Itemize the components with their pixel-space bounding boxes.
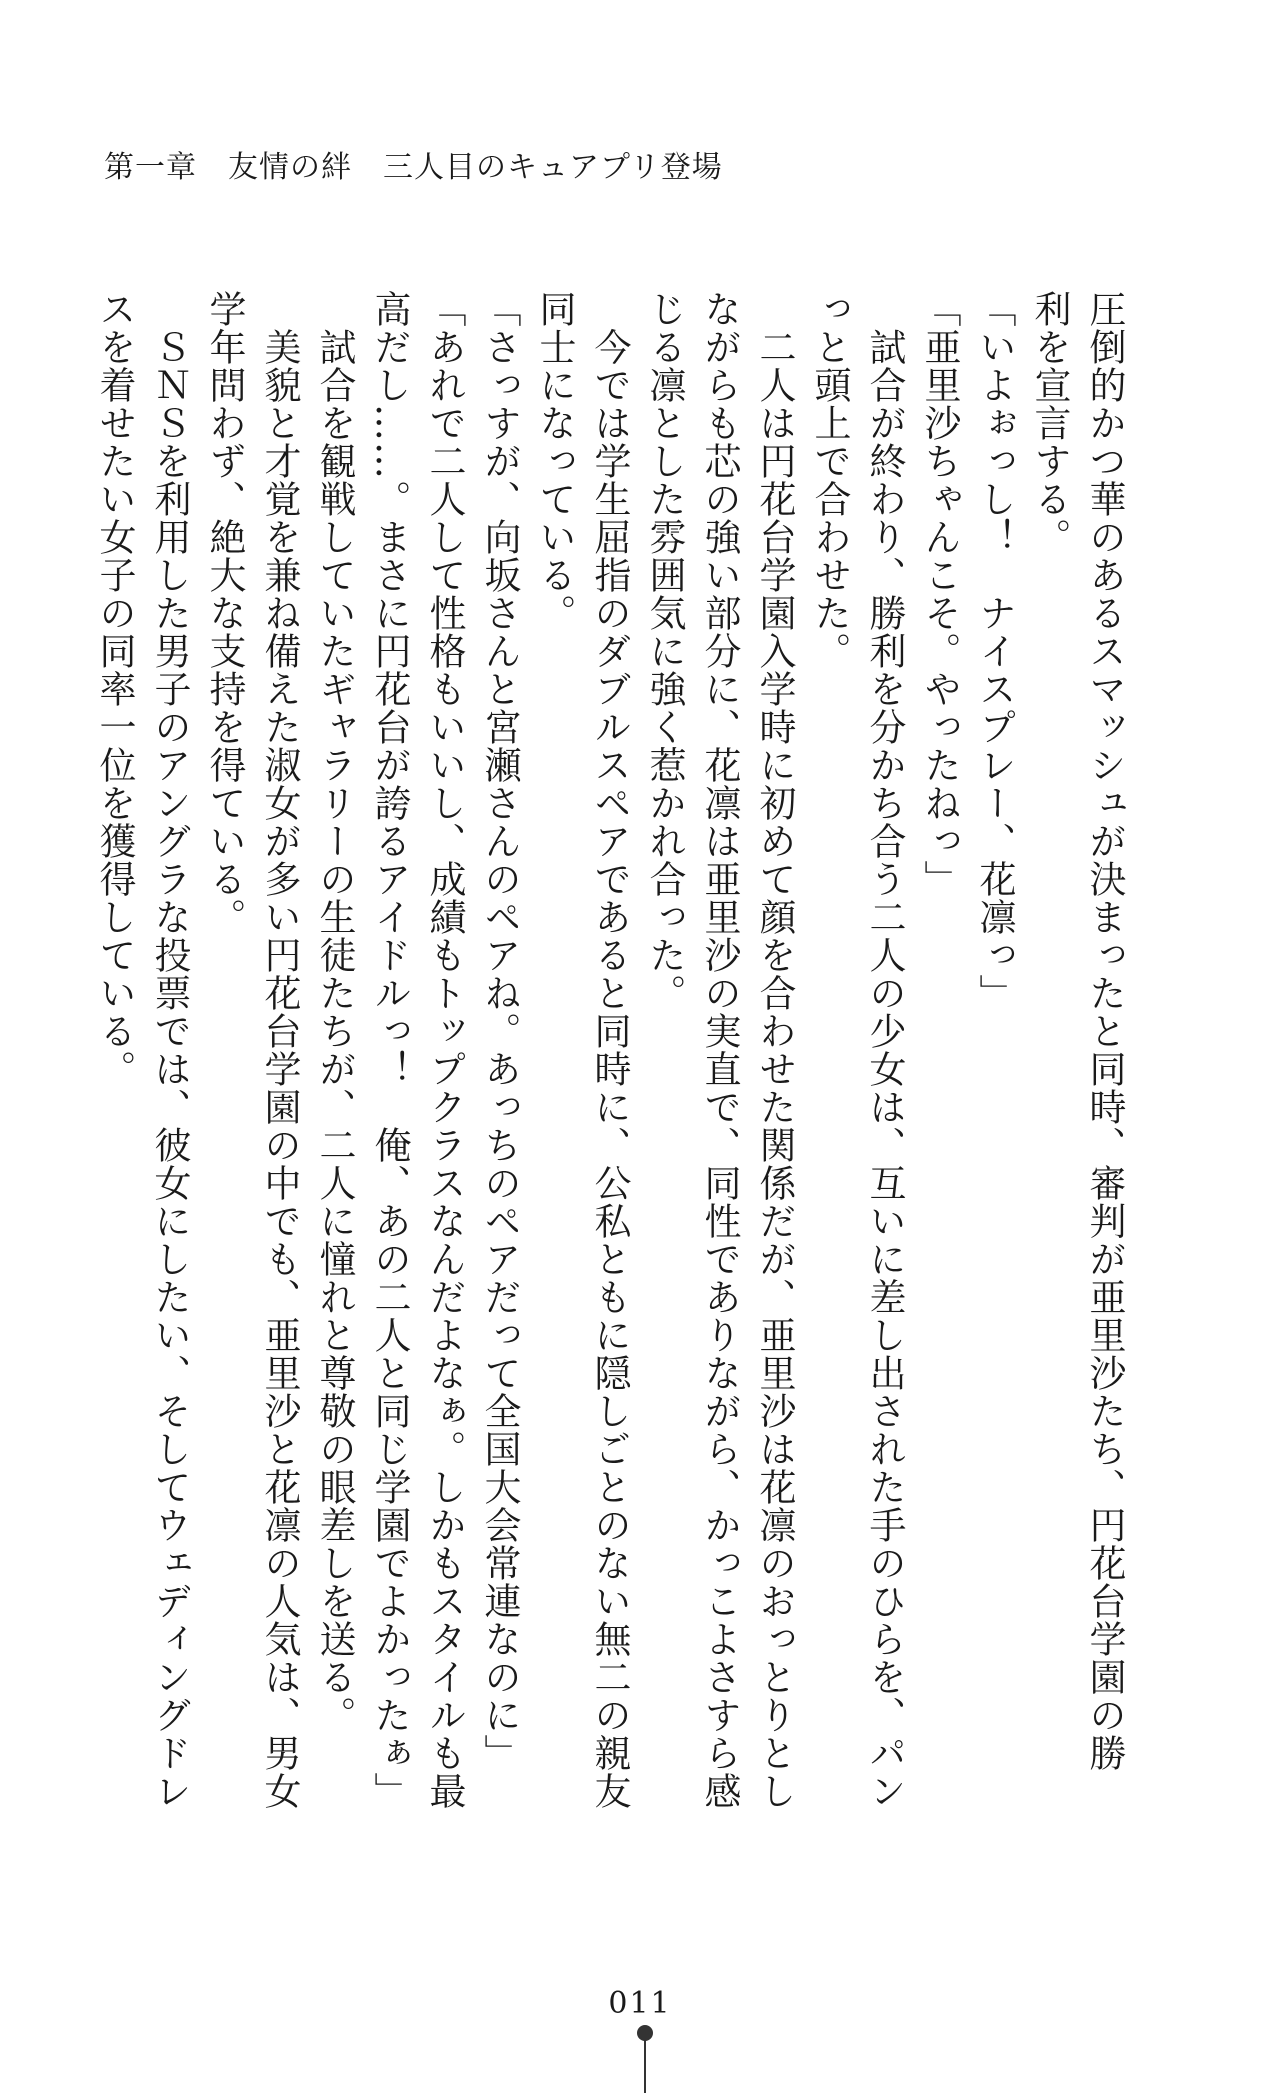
text-line: 「いよぉっし！ ナイスプレー、花凛っ」 [973,290,1016,1012]
text-line: 高だし……。まさに円花台が誇るアイドルっ！ 俺、あの二人と同じ学園でよかったぁ」 [368,290,411,1810]
page-number: 011 [608,1986,672,2021]
page-marker-line [644,2040,646,2093]
text-line: 美貌と才覚を兼ね備えた淑女が多い円花台学園の中でも、亜里沙と花凛の人気は、男女 [258,290,301,1810]
text-line: っと頭上で合わせた。 [808,290,851,670]
running-header: 第一章 友情の絆 三人目のキュアプリ登場 [104,150,723,185]
text-line: 「亜里沙ちゃんこそ。やったねっ」 [918,290,961,898]
text-line: 二人は円花台学園入学時に初めて顔を合わせた関係だが、亜里沙は花凛のおっとりとし [753,290,796,1810]
text-line: スを着せたい女子の同率一位を獲得している。 [93,290,136,1088]
text-line: 試合を観戦していたギャラリーの生徒たちが、二人に憧れと尊敬の眼差しを送る。 [313,290,356,1734]
text-line: 「あれで二人して性格もいいし、成績もトップクラスなんだよなぁ。しかもスタイルも最 [423,290,466,1810]
page-marker-dot [637,2025,653,2041]
text-line: 今では学生屈指のダブルスペアであると同時に、公私ともに隠しごとのない無二の親友 [588,290,631,1810]
text-line: 圧倒的かつ華のあるスマッシュが決まったと同時、審判が亜里沙たち、円花台学園の勝 [1083,290,1126,1772]
text-line: じる凛とした雰囲気に強く惹かれ合った。 [643,290,686,1012]
body-text [92,290,1132,1810]
text-line: 同士になっている。 [533,290,576,632]
text-line: 「さっすが、向坂さんと宮瀬さんのペアね。あっちのペアだって全国大会常連なのに」 [478,290,521,1772]
text-line: 利を宣言する。 [1028,290,1071,556]
text-line: ＳＮＳを利用した男子のアングラな投票では、彼女にしたい、そしてウェディングドレ [148,290,191,1810]
text-line: ながらも芯の強い部分に、花凛は亜里沙の実直で、同性でありながら、かっこよさすら感 [698,290,741,1810]
text-line: 試合が終わり、勝利を分かち合う二人の少女は、互いに差し出された手のひらを、パン [863,290,906,1810]
text-line: 学年問わず、絶大な支持を得ている。 [203,290,246,936]
